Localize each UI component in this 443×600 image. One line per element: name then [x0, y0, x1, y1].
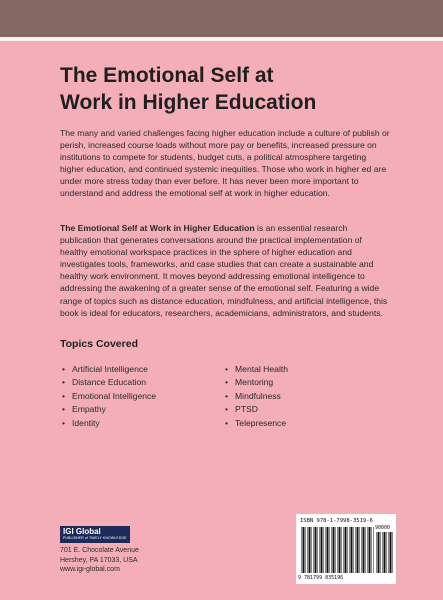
isbn-barcode [296, 514, 396, 584]
barcode-stripe [339, 527, 341, 573]
barcode-stripe [357, 527, 359, 573]
barcode-stripe [380, 532, 381, 573]
barcode-stripe [319, 527, 320, 573]
topics-heading: Topics Covered [60, 338, 138, 350]
topics-list-right [225, 363, 288, 430]
barcode-stripe [317, 527, 318, 573]
topic-label: PTSD [235, 404, 258, 415]
description-paragraph-1: The many and varied challenges facing higher education include a culture of publish or perish, increased course loads without more pay or benefits, increased pressure on institutions to compete for students, budget cuts, a political atmosphere targeting higher education, and continued systemic inequities. Those who work in higher ed are under more stress today than ever before. It has never been more important to understand and address the emotional self at work in higher education. [60, 128, 390, 199]
topics-list-left [62, 363, 156, 430]
barcode-stripe [347, 527, 348, 573]
address-line-1: 701 E. Chocolate Avenue [60, 547, 139, 554]
barcode-stripe [313, 527, 314, 573]
barcode-stripe [392, 532, 393, 573]
barcode-stripe [388, 532, 389, 573]
topic-label: Emotional Intelligence [72, 390, 157, 401]
barcode-stripe [382, 532, 383, 573]
barcode-stripe [301, 527, 302, 573]
barcode-stripe [351, 527, 353, 573]
publisher-logo [60, 526, 130, 543]
book-title [60, 62, 400, 116]
topic-label: Mental Health [235, 364, 289, 374]
barcode-addon-number: 90000 [375, 525, 391, 531]
barcode-stripe [323, 527, 324, 573]
barcode-bars [300, 527, 375, 573]
address-line-2: Hershey, PA 17033, USA [60, 556, 138, 564]
bullet-icon: • [62, 377, 66, 388]
logo-name: IGI Global [63, 527, 101, 536]
barcode-stripe [359, 527, 360, 573]
topic-item [62, 403, 156, 416]
barcode-stripe [337, 527, 338, 573]
barcode-stripe [315, 527, 317, 573]
barcode-stripe [321, 527, 323, 573]
barcode-stripe [329, 527, 330, 573]
barcode-stripe [335, 527, 336, 573]
barcode-digits: 9 781799 835196 [298, 575, 344, 581]
topic-label: Artificial Intelligence [72, 364, 148, 374]
bullet-icon: • [225, 417, 229, 428]
topic-label: Distance Education [72, 377, 147, 388]
topic-label: Telepresence [235, 417, 287, 428]
barcode-stripe [307, 527, 308, 573]
barcode-stripe [373, 527, 374, 573]
barcode-stripe [386, 532, 387, 573]
barcode-stripe [353, 527, 354, 573]
barcode-stripe [343, 527, 344, 573]
logo-tagline: PUBLISHER of TIMELY KNOWLEDGE [63, 536, 127, 540]
isbn-text: ISBN 978-1-7998-3519-6 [300, 518, 373, 524]
topic-item [225, 403, 288, 416]
topic-label: Empathy [72, 404, 106, 415]
barcode-stripe [365, 527, 366, 573]
topic-item [225, 390, 288, 403]
description-paragraph-2 [60, 222, 390, 319]
publisher-website: www.igi-global.com [60, 566, 120, 574]
topic-item [62, 417, 156, 430]
barcode-stripe [333, 527, 335, 573]
topic-label: Mentoring [235, 377, 274, 388]
topic-item [225, 417, 288, 430]
topic-item [225, 376, 288, 389]
barcode-stripe [331, 527, 332, 573]
bullet-icon: • [225, 390, 229, 401]
barcode-stripe [303, 527, 305, 573]
barcode-stripe [345, 527, 347, 573]
topic-label: Identity [72, 417, 100, 428]
title-line-1: The Emotional Self at [60, 64, 274, 87]
bullet-icon: • [225, 364, 229, 374]
topic-item [62, 390, 156, 403]
paragraph-2-text: is an essential research publication that generates conversations around the practical implementation of healthy emotional workspace practices in the sphere of higher education and investigates tools, frameworks, and case studies that can create a sustainable and healthy work environment. It moves beyond addressing emotional intelligence to addressing the awakening of a greater sense of the emotional self. Featuring a wide range of topics such as distance education, mindfulness, and artificial intelligence, this book is ideal for educators, researchers, academicians, administrators, and students. [60, 223, 388, 318]
bullet-icon: • [62, 364, 66, 374]
barcode-stripe [325, 527, 326, 573]
barcode-stripe [309, 527, 311, 573]
topic-item [225, 363, 288, 376]
bullet-icon: • [62, 390, 66, 401]
barcode-stripe [367, 527, 368, 573]
barcode-addon-bars [375, 532, 393, 573]
top-divider-line [0, 37, 443, 41]
bullet-icon: • [62, 404, 66, 415]
barcode-stripe [355, 527, 356, 573]
barcode-stripe [390, 532, 392, 573]
barcode-stripe [349, 527, 350, 573]
barcode-stripe [305, 527, 306, 573]
barcode-stripe [341, 527, 342, 573]
topic-item [62, 363, 156, 376]
barcode-stripe [363, 527, 365, 573]
bullet-icon: • [62, 417, 66, 428]
publisher-address [60, 546, 139, 575]
topic-item [62, 376, 156, 389]
barcode-stripe [327, 527, 329, 573]
bullet-icon: • [225, 377, 229, 388]
barcode-stripe [371, 527, 372, 573]
topic-label: Mindfulness [235, 390, 281, 401]
barcode-stripe [384, 532, 386, 573]
bullet-icon: • [225, 404, 229, 415]
barcode-stripe [376, 532, 377, 573]
barcode-stripe [378, 532, 380, 573]
barcode-stripe [311, 527, 312, 573]
top-band [0, 0, 443, 37]
title-line-2: Work in Higher Education [60, 91, 317, 114]
barcode-stripe [361, 527, 362, 573]
paragraph-2-book-title: The Emotional Self at Work in Higher Education [60, 223, 255, 233]
barcode-stripe [369, 527, 371, 573]
